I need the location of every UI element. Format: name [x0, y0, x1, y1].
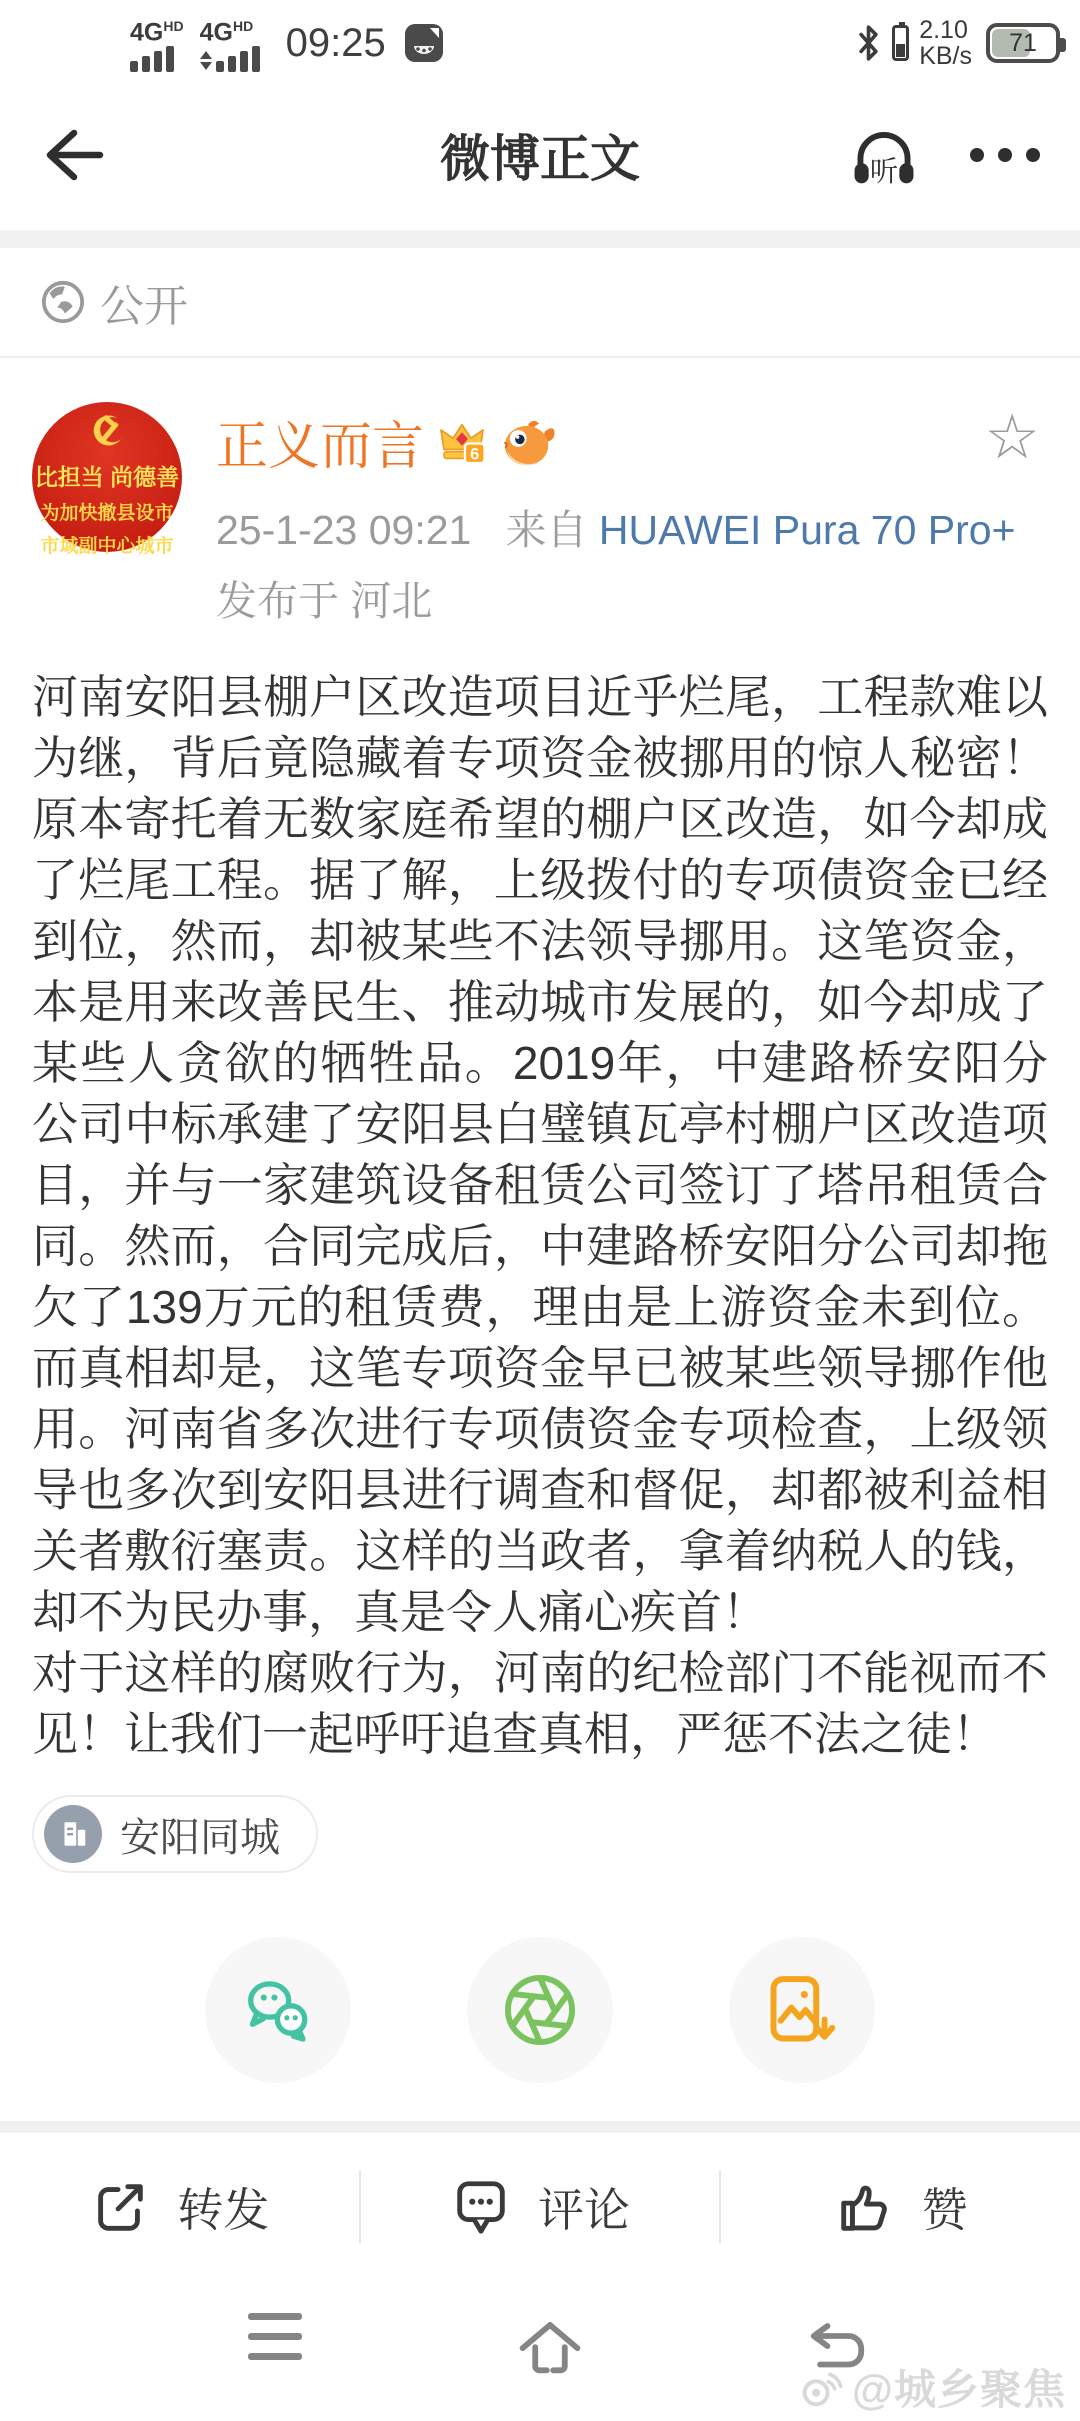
wechat-icon: [240, 1972, 316, 2048]
author-name[interactable]: 正义而言: [216, 418, 425, 476]
post-date: 25-1-23 09:21: [216, 507, 472, 553]
status-bar: [0, 0, 1080, 80]
like-label: 赞: [921, 2184, 968, 2236]
favorite-star-icon[interactable]: ☆: [984, 400, 1040, 473]
avatar-text: 为加快撤县设市: [40, 503, 174, 524]
vip-crown-badge-icon: [436, 418, 488, 466]
share-moments-button[interactable]: [467, 1937, 613, 2083]
repost-label: 转发: [177, 2184, 270, 2236]
network-speed: 2.10 KB/s: [919, 16, 972, 70]
weibo-logo-icon: [800, 2366, 846, 2408]
moments-icon: [502, 1972, 578, 2048]
share-row: [32, 1937, 1048, 2083]
repost-icon: [89, 2176, 151, 2238]
like-button[interactable]: [721, 2174, 1080, 2240]
home-icon[interactable]: [512, 2313, 588, 2377]
visibility-label: 公开: [100, 282, 188, 331]
koi-fish-badge-icon: [500, 416, 556, 468]
comment-button[interactable]: [361, 2174, 720, 2240]
watermark: [800, 2357, 1066, 2417]
comment-label: 评论: [538, 2184, 630, 2236]
bluetooth-icon: [855, 24, 882, 62]
post-body: [32, 667, 1048, 1765]
battery-percent: 71: [1009, 28, 1037, 57]
battery-icon: [986, 23, 1060, 63]
save-image-button[interactable]: [729, 1937, 875, 2083]
page-title: 微博正文: [440, 131, 640, 187]
like-icon: [834, 2176, 896, 2238]
watermark-text: @城乡聚焦: [852, 2366, 1066, 2413]
author-row: [32, 402, 1048, 627]
divider-band: [0, 2121, 1080, 2133]
post-meta: [216, 497, 1016, 556]
save-image-icon: [764, 1972, 840, 2048]
city-buildings-icon: [44, 1805, 102, 1863]
local-tag-label: 安阳同城: [120, 1815, 280, 1860]
party-emblem-icon: [87, 412, 127, 452]
local-tag-pill[interactable]: [32, 1795, 318, 1873]
post-paragraph: 对于这样的腐败行为，河南的纪检部门不能视而不见！让我们一起呼吁追查真相，严惩不法之徒！: [32, 1647, 1048, 1760]
signal-sim1-icon: $4G^{HD}$: [130, 14, 184, 72]
nav-bar: [0, 80, 1080, 230]
divider-band: [0, 230, 1080, 248]
repost-button[interactable]: [0, 2174, 359, 2240]
data-arrows-icon: [200, 44, 212, 70]
device-link[interactable]: HUAWEI Pura 70 Pro+: [598, 507, 1016, 553]
recents-icon[interactable]: [248, 2313, 302, 2360]
avatar-text: 比担当 尚德善: [34, 464, 180, 490]
system-nav-bar: [0, 2281, 1080, 2421]
status-time: 09:25: [285, 20, 386, 65]
avatar[interactable]: [32, 402, 182, 557]
comment-icon: [450, 2174, 512, 2240]
notification-app-icon: [404, 23, 444, 63]
globe-icon: [40, 279, 86, 325]
share-wechat-button[interactable]: [205, 1937, 351, 2083]
post-location: 发布于 河北: [216, 578, 433, 624]
action-bar: [0, 2133, 1080, 2281]
post-paragraph: 河南安阳县棚户区改造项目近乎烂尾，工程款难以为继，背后竟隐藏着专项资金被挪用的惊人秘密！原本寄托着无数家庭希望的棚户区改造，如今却成了烂尾工程。据了解，上级拨付的专项债资金已经到位，然而，却被某些不法领导挪用。这笔资金，本是用来改善民生、推动城市发展的，如今却成了某些人贪欲的牺牲品。2019年，中建路桥安阳分公司中标承建了安阳县白璧镇瓦亭村棚户区改造项目，并与一家建筑设备租赁公司签订了塔吊租赁合同。然而，合同完成后，中建路桥安阳分公司却拖欠了139万元的租赁费，理由是上游资金未到位。而真相却是，这笔专项资金早已被某些领导挪作他用。河南省多次进行专项债资金专项检查，上级领导也多次到安阳县进行调查和督促，却都被利益相关者敷衍塞责。这样的当政者，拿着纳税人的钱，却不为民办事，真是令人痛心疾首！: [32, 671, 1048, 1638]
signal-sim2-icon: $4G^{HD}$: [200, 14, 260, 72]
from-label: 来自: [505, 507, 588, 553]
svg-text:6: 6: [470, 444, 480, 463]
svg-text:听: 听: [869, 154, 899, 187]
post-card: [0, 402, 1080, 2083]
avatar-text: 市域副中心城市: [40, 536, 174, 557]
bt-device-battery-icon: [892, 25, 909, 61]
visibility-row: [0, 248, 1080, 358]
